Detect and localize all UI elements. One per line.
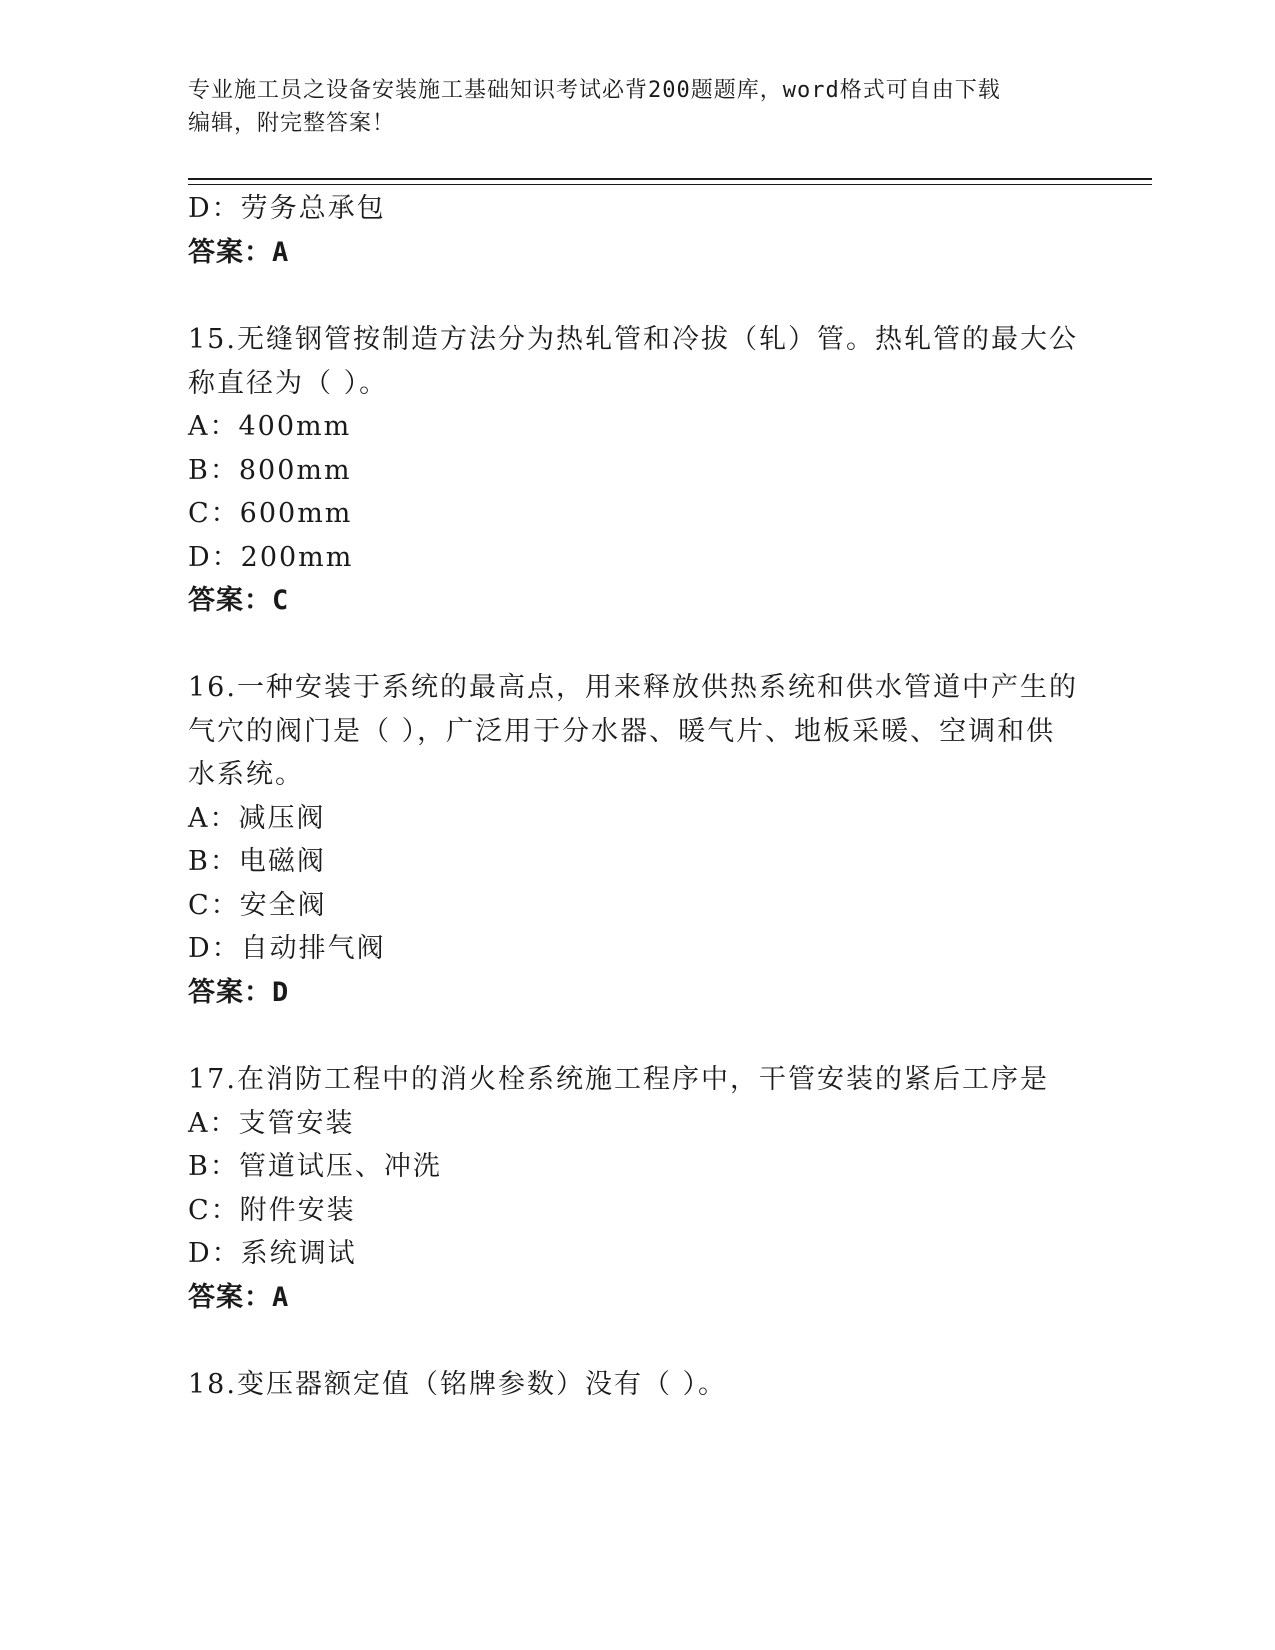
q15-answer: 答案：C [188, 585, 290, 616]
q16-stem-line-1: 16.一种安装于系统的最高点，用来释放供热系统和供水管道中产生的 [188, 672, 1078, 703]
q15-stem-line-1: 15.无缝钢管按制造方法分为热轧管和冷拔（轧）管。热轧管的最大公 [188, 324, 1078, 355]
q16-option-c: C：安全阀 [188, 890, 327, 921]
q15-stem-line-2: 称直径为（ ）。 [188, 368, 389, 399]
q18-stem-line-1: 18.变压器额定值（铭牌参数）没有（ ）。 [188, 1369, 728, 1400]
q15-option-c: C：600mm [188, 498, 353, 529]
q16-option-b: B：电磁阀 [188, 846, 326, 877]
q17-answer: 答案：A [188, 1282, 290, 1313]
header-line-1: 专业施工员之设备安装施工基础知识考试必背200题题库，word格式可自由下载 [188, 78, 1001, 103]
q16-stem-line-3: 水系统。 [188, 759, 304, 790]
q17-option-a: A：支管安装 [188, 1108, 355, 1139]
header-divider-thin [188, 184, 1152, 185]
q17-option-b: B：管道试压、冲洗 [188, 1151, 442, 1182]
header-divider-thick [188, 178, 1152, 180]
q14-option-d: D：劳务总承包 [188, 193, 386, 224]
header-line-2: 编辑，附完整答案！ [188, 111, 396, 136]
q15-option-b: B：800mm [188, 455, 352, 486]
q16-answer: 答案：D [188, 977, 290, 1008]
q16-stem-line-2: 气穴的阀门是（ ），广泛用于分水器、暖气片、地板采暖、空调和供 [188, 716, 1056, 747]
q16-option-a: A：减压阀 [188, 803, 326, 834]
q14-answer: 答案：A [188, 237, 290, 268]
q17-stem-line-1: 17.在消防工程中的消火栓系统施工程序中，干管安装的紧后工序是 [188, 1064, 1049, 1095]
document-header [188, 74, 1088, 140]
q17-option-d: D：系统调试 [188, 1238, 357, 1269]
q17-option-c: C：附件安装 [188, 1195, 356, 1226]
q15-option-a: A：400mm [188, 411, 352, 442]
q16-option-d: D：自动排气阀 [188, 933, 386, 964]
q15-option-d: D：200mm [188, 542, 354, 573]
